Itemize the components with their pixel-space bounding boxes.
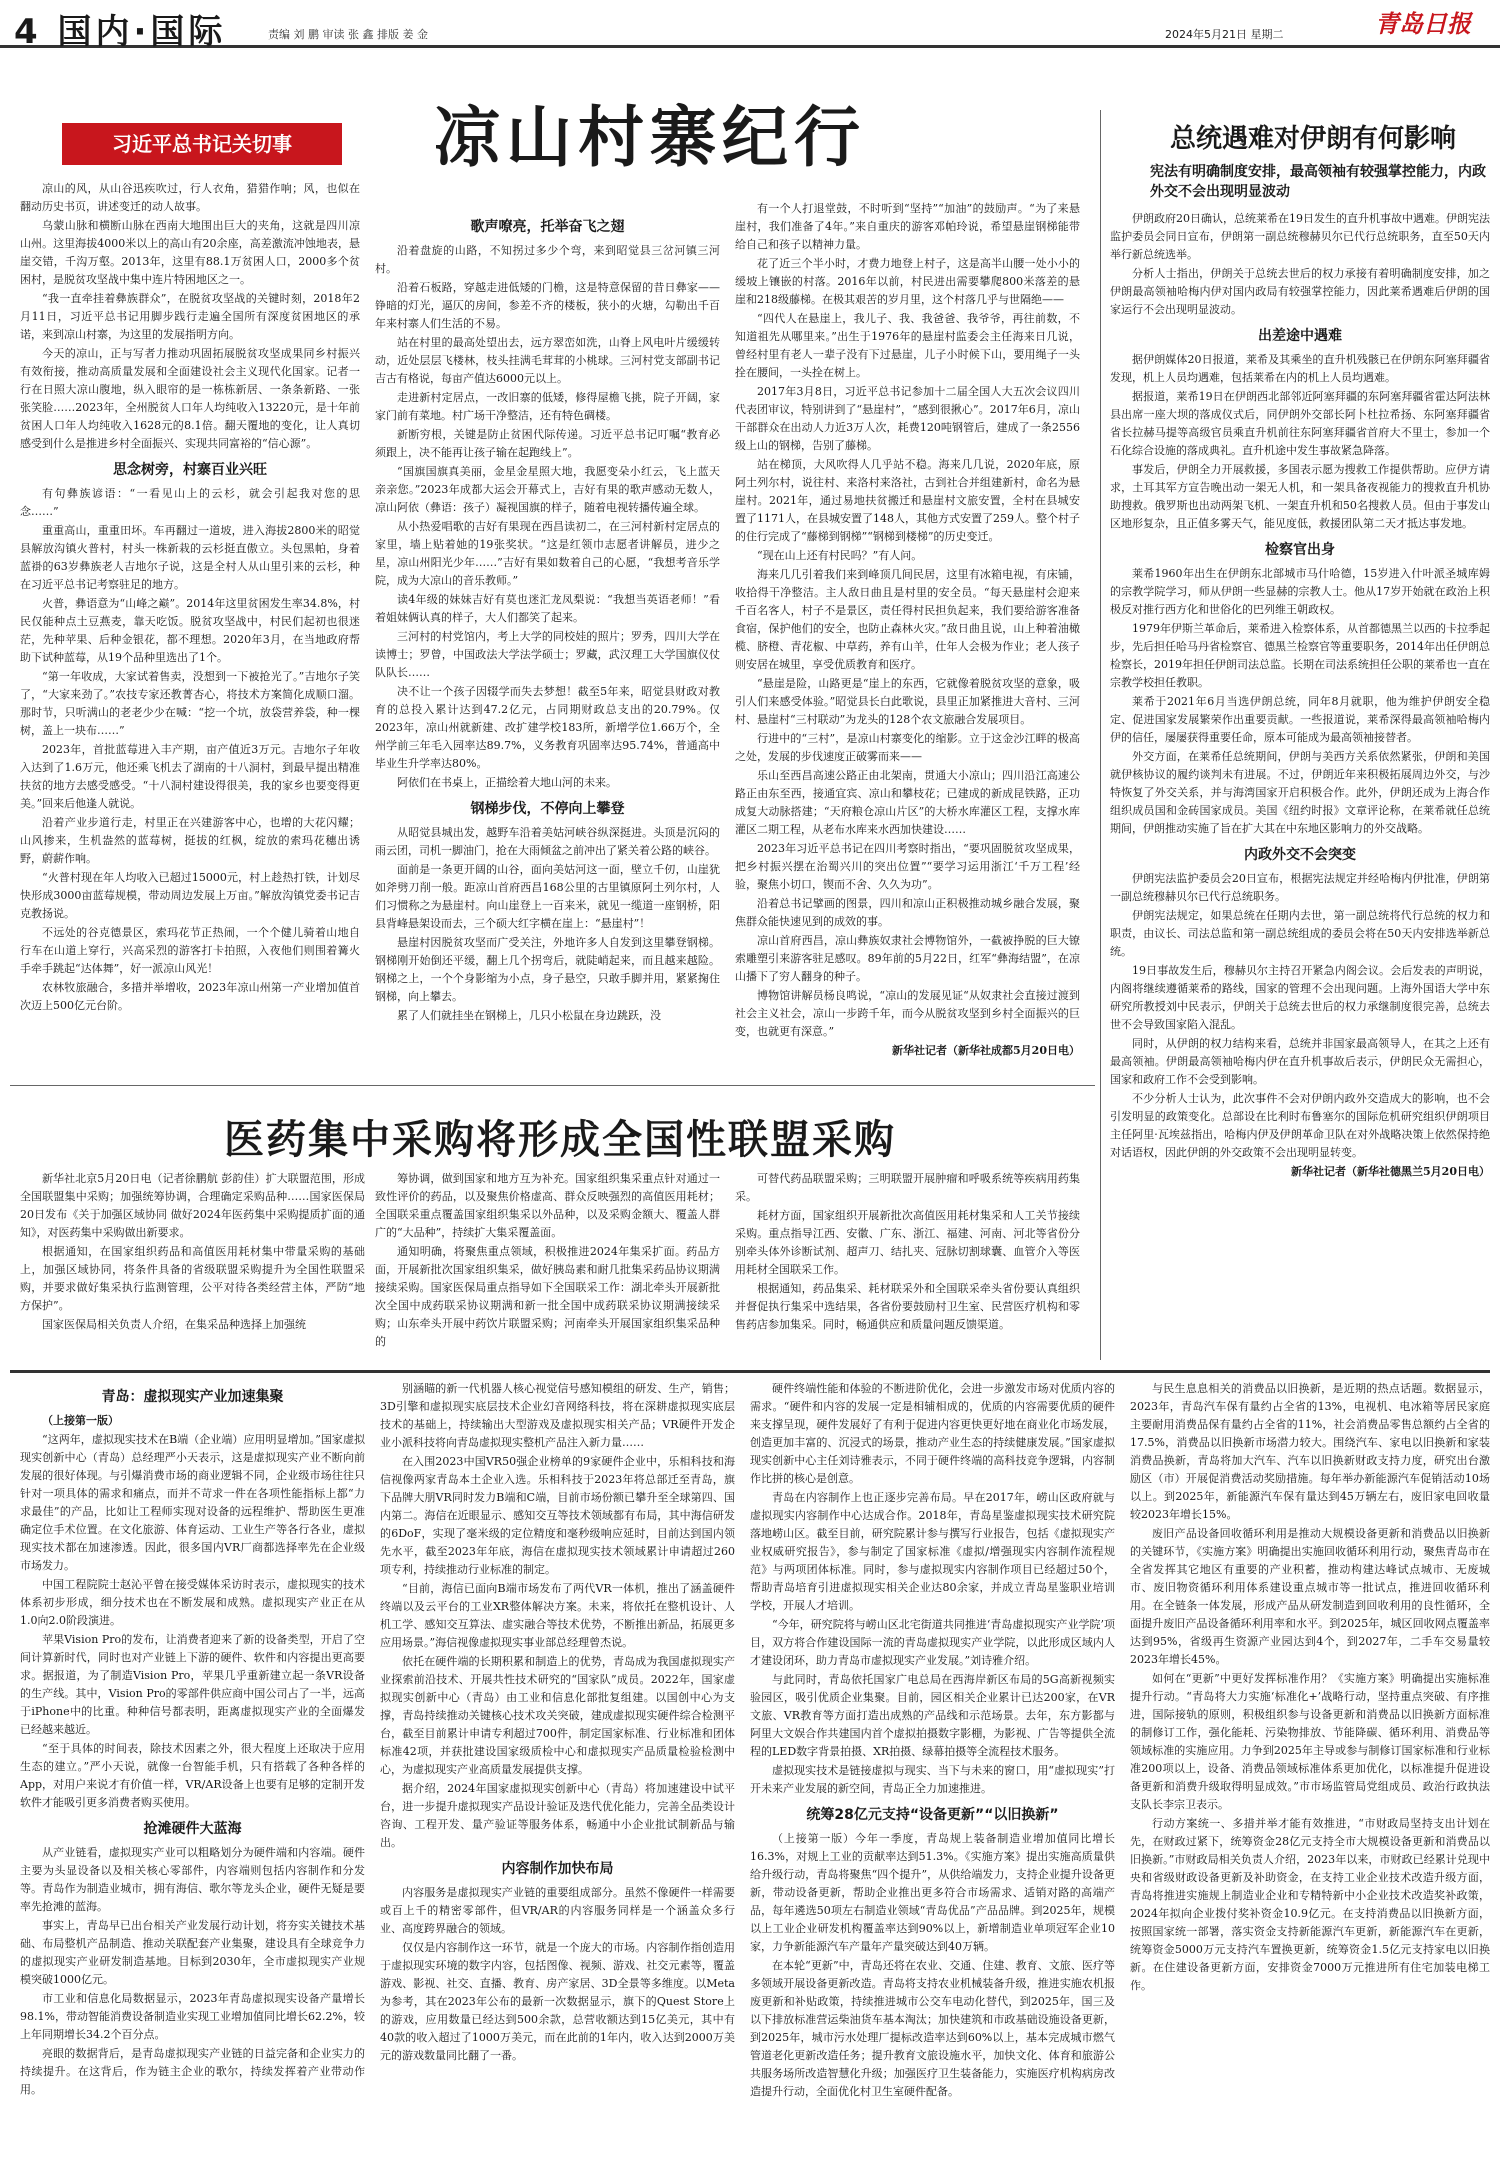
bottom-subheading-2: 内容制作加快布局 (501, 1861, 614, 1877)
paragraph: 站在梯顶，大风吹得人几乎站不稳。海来几几说，2020年底，原阿土列尔村，说往村、来洛村来洛社，古到社合并组建新村，命名为悬崖村。2021年，通过易地扶贫搬迁和悬崖村文旅安置，全村在县城安置了1171人，在县城安置了148人，其他方式安置了259人。整个村子的住行完成了“藤梯到钢梯”“钢梯到楼梯”的历史变迁。 (735, 458, 1080, 543)
paragraph: “今年，研究院将与崂山区北宅街道共同推进‘青岛虚拟现实产业学院’项目，双方将合作建设国际一流的青岛虚拟现实产业学院，以此形成区域内人才建设闭环，助力青岛市虚拟现实产业发展。”刘诗雅介绍。 (750, 1618, 1115, 1667)
paragraph: 重重高山，重重田坏。车再翻过一道坡，进入海拔2800米的昭觉县解放沟镇火普村，村头一株新栽的云杉挺直傲立。头包黑帕，身着蓝褂的63岁彝族老人吉地尔子说，这是全村人从山里引来的云杉，种在习近平总书记考察驻足的地方。 (20, 524, 360, 591)
middle-column-3 (735, 1170, 1080, 1365)
right-subheading-1: 出差途中遇难 (1258, 328, 1342, 344)
paragraph: 乌蒙山脉和横断山脉在西南大地围出巨大的夹角，这就是四川凉山州。这里海拔4000米以上的高山有20余座，高差激流冲蚀地表，悬崖交错，千沟万壑。2013年，这里有88.1万贫困人口，2000多个贫困村，是脱贫攻坚战中集中连片特困地区之一。 (20, 219, 360, 286)
bottom-headline: 青岛：虚拟现实产业加速集聚 (101, 1389, 284, 1405)
paragraph: 如何在“更新”中更好发挥标准作用？《实施方案》明确提出实施标准提升行动。“青岛将大力实施‘标准化+’战略行动，坚持重点突破、有序推进，国际接轨的原则，积极组织参与设备更新和消费品以旧换新方面标准的制修订工作，强化能耗、污染物排放、节能降碳、循环利用、消费品等领域标准的实施应用。力争到2025年主导或参与制修订国家标准和行业标准200项以上，设备、消费品领域标准体系更加优化，以标准提升促进设备更新和消费升级取得明显成效。”市市场监管局党组成员、政治行政执法支队长李宗卫表示。 (1130, 1672, 1490, 1811)
paragraph: “目前，海信已面向B端市场发布了两代VR一体机，推出了涵盖硬件终端以及云平台的工业XR整体解决方案。未来，将依托在整机设计、人机工学、感知交互算法、虚实融合等技术优势，不断推出新品，拓展更多应用场景。”海信视像虚拟现实事业部总经理曾杰说。 (380, 1582, 735, 1649)
bottom-subheading-3: 统筹28亿元支持“设备更新”“以旧换新” (806, 1807, 1059, 1823)
paragraph: “我一直牵挂着彝族群众”，在脱贫攻坚战的关键时刻，2018年2月11日，习近平总书记用脚步践行走遍全国所有深度贫困地区的承诺，来到凉山村寨，为这里的发展指明方向。 (20, 292, 360, 341)
page-number-section: 4 国内·国际 (14, 12, 227, 52)
paragraph: 通知明确，将聚焦重点领域，积极推进2024年集采扩面。药品方面，开展新批次国家组织集采，做好胰岛素和耐几批集采药品协议期满接续采购。国家医保局重点指导如下全国联采工作：湖北牵头开展新批次全国中成药联采协议期满和新一批全国中成药联采协议期满接续采购；山东牵头开展中药饮片联盟采购；河南牵头开展国家组织集采品种的 (375, 1245, 720, 1348)
paragraph: 有句彝族谚语：“一看见山上的云杉，就会引起我对您的思念……” (20, 487, 360, 518)
paragraph: 沿着总书记擘画的图景，四川和凉山正积极推动城乡融合发展，聚焦群众能快速见到的成效的事。 (735, 897, 1080, 928)
paragraph: 从昭觉县城出发，越野车沿着美姑河峡谷纵深挺进。头顶是沉闷的雨云团，司机一脚油门，抢在大雨倾盆之前冲出了紧关着公路的峡谷。 (375, 826, 720, 857)
paragraph: 不少分析人士认为，此次事件不会对伊朗内政外交造成大的影响，也不会引发明显的政策变化。总部设在比利时布鲁塞尔的国际危机研究组织伊朗项目主任阿里·瓦埃兹指出，哈梅内伊及伊朗革命卫队在对外战略决策上依然保持绝对话语权，因此伊朗的外交政策不会出现明显转变。 (1110, 1092, 1490, 1159)
byline: 新华社记者（新华社成都5月20日电） (892, 1044, 1080, 1057)
paragraph: 与民生息息相关的消费品以旧换新，是近期的热点话题。数据显示，2023年，青岛汽车保有量约占全省的13%，电视机、电冰箱等居民家庭主要耐用消费品保有量约占全省的11%，社会消费品零售总额约占全省的17.5%，消费品以旧换新市场潜力较大。围绕汽车、家电以旧换新和家装消费品换新，青岛将加大汽车、汽车以旧换新财政支持力度，研究出台激励区（市）开展促消费活动奖励措施。每年举办新能源汽车促销活动10场以上。到2025年，新能源汽车保有量达到45万辆左右，废旧家电回收量较2023年增长15%。 (1130, 1382, 1490, 1521)
paragraph: 外交方面，在莱希任总统期间，伊朗与美西方关系依然紧张，伊朗和美国就伊核协议的履约谈判未有进展。不过，伊朗近年来积极拓展周边外交，与沙特恢复了外交关系，并与海湾国家开启积极合作。此外，伊朗还成为上海合作组织成员国和金砖国家成员。美国《纽约时报》文章评论称，在莱希就任总统期间，伊朗推动实施了旨在扩大其在中东地区影响力的外交战略。 (1110, 750, 1490, 835)
paragraph: 沿着石板路，穿越走进低矮的门檐，这是特意保留的昔日彝家——铮暗的灯光，逼仄的房间，参差不齐的楼板，狭小的火塘，勾勒出千百年来村寨人们生活的不易。 (375, 281, 720, 330)
paragraph: “现在山上还有村民吗？”有人问。 (757, 549, 923, 562)
paragraph: （上接第一版）今年一季度，青岛规上装备制造业增加值同比增长16.3%，对规上工业的贡献率达到51.3%。《实施方案》提出实施高质量供给升级行动，青岛将聚焦“四个提升”，从供给端发力，支持企业提升设备更新，带动设备更新，帮助企业推出更多符合市场需求、适销对路的高端产品，每年遴选50项左右制造业领域“青岛优品”产品品牌。到2025年，规模以上工业企业研发机构覆盖率达到90%以上，新增制造业单项冠军企业10家，力争新能源汽车产量年产量突破达到40万辆。 (750, 1832, 1115, 1953)
bottom-column-2 (380, 1380, 735, 2165)
paragraph: 新断穷根，关键是防止贫困代际传递。习近平总书记叮嘱“教育必须跟上，决不能再让孩子输在起跑线上”。 (375, 428, 720, 459)
paragraph: 事实上，青岛早已出台相关产业发展行动计划，将夯实关键技术基础、布局整机产品制造、推动关联配套产业集聚，建设具有全球竞争力的虚拟现实产业研发制造基地。目标到2030年，全市虚拟现实产业规模突破1000亿元。 (20, 1919, 365, 1986)
paragraph: 根据通知，在国家组织药品和高值医用耗材集中带量采购的基础上，加强区域协同，将条件具备的省级联盟采购提升为全国性联盟采购，并要求做好集采执行监测管理，公平对待各类经营主体，严防“地方保护”。 (20, 1245, 365, 1312)
lead-headline: 凉山村寨纪行 (434, 98, 866, 176)
paragraph: 伊朗宪法监护委员会20日宣布，根据宪法规定并经哈梅内伊批准，伊朗第一副总统穆赫贝尔已代行总统职务。 (1110, 872, 1490, 903)
page-header (0, 0, 1500, 52)
paragraph: 2017年3月8日，习近平总书记参加十二届全国人大五次会议四川代表团审议，特别讲到了“悬崖村”，“感到很揪心”。2017年6月，凉山干部群众在出动人力近3万人次，耗费120吨钢管后，建成了一条2556级上山的钢梯，告别了藤梯。 (735, 385, 1080, 452)
right-subheading-2: 检察官出身 (1265, 542, 1335, 558)
paragraph: 伊朗政府20日确认，总统莱希在19日发生的直升机事故中遇难。伊朗宪法监护委员会同日宣布，伊朗第一副总统穆赫贝尔已代行总统职务，直至50天内举行新总统选举。 (1110, 212, 1490, 261)
paragraph: 根据通知，药品集采、耗材联采外和全国联采牵头省份要认真组织并督促执行集采中选结果，各省份要鼓励村卫生室、民营医疗机构和零售药店参加集采。同时，畅通供应和质量问题反馈渠道。 (735, 1282, 1080, 1331)
paragraph: 有一个人打退堂鼓，不时听到“坚持”“加油”的鼓励声。“为了来悬崖村，我们准备了4年。”来自重庆的游客邓帕玲说，希望悬崖钢梯能带给自己和孩子以精神力量。 (735, 202, 1080, 251)
paragraph: 不远处的谷克德景区，索玛花节正热闹，一个个健儿骑着山地自行车在山道上穿行，兴高采烈的游客打卡拍照，入夜他们则围着篝火手牵手跳起“达体舞”，好一派凉山风光！ (20, 926, 360, 975)
paragraph: “第一年收成，大家试着售卖，没想到一下被抢光了。”吉地尔子笑了，“大家来劲了。”农技专家还教菁杏心，将技术方案简化成顺口溜。那时节，只听满山的老老少少在喊：“挖一个坑，放袋营养袋，种一棵树，盖上一块布……” (20, 670, 360, 737)
lead-column-1 (20, 180, 360, 1075)
paragraph: 花了近三个半小时，才费力地登上村子，这是高半山腰一处小小的缓坡上镶嵌的村落。2016年以前，村民进出需要攀爬800米落差的悬崖和218级藤梯。在极其艰苦的岁月里，这个村落几乎与世隔绝—— (735, 257, 1080, 306)
paragraph: 农林牧旅融合，多措并举增收，2023年凉山州第一产业增加值首次迈上500亿元台阶。 (20, 981, 360, 1012)
paragraph: 走进新村定居点，一改旧寨的低矮，修得屋檐飞挑，院子开阔，家家门前有菜地。村广场干净整洁，还有特色碉楼。 (375, 391, 720, 422)
paragraph: 站在村里的最高处望出去，远方翠峦如洗，山脊上风电叶片缓缓转动，近处层层飞楼林，枝头挂满毛茸茸的小桃球。三河村党支部副书记吉古有格说，每亩产值达6000元以上。 (375, 336, 720, 385)
paragraph: “至于具体的时间表，除技术因素之外，很大程度上还取决于应用生态的建立。”严小天说，就像一台智能手机，只有搭载了各种各样的App，对用户来说才有价值一样，VR/AR设备上也要有足够的定制开发软件才能吸引更多消费者购买使用。 (20, 1742, 365, 1809)
paragraph: 依托在硬件端的长期积累和制造上的优势，青岛成为我国虚拟现实产业探索前沿技术、开展共性技术研究的“国家队”成员。2022年，国家虚拟现实创新中心（青岛）由工业和信息化部批复组建。以国创中心为支撑，青岛持续推动关键核心技术攻关突破，建成虚拟现实硬件综合检测平台，截至目前累计申请专利超过700件，制定国家标准、行业标准和团体标准42项，并获批建设国家级质检中心和虚拟现实产品质量检验检测中心，为虚拟现实产业高质量发展提供支撑。 (380, 1655, 735, 1776)
bottom-subheading-1: 抢滩硬件大蓝海 (143, 1821, 242, 1837)
paragraph: 沿着盘旋的山路，不知拐过多少个弯，来到昭觉县三岔河镇三河村。 (375, 244, 720, 275)
column-tag: 习近平总书记关切事 (62, 123, 342, 165)
section-divider (10, 1085, 1095, 1086)
paragraph: 废旧产品设备回收循环利用是推动大规模设备更新和消费品以旧换新的关键环节，《实施方案》明确提出实施回收循环利用行动，聚焦青岛市在全省发挥其它地区有重要的产业积蓄，推动构建达峰试点城市、无废城市、废旧物资循环利用体系建设重点城市等一批试点，推进回收循环利用。在全链条一体发展，形成产品从研发制造到回收利用的良性循环，全面提升废旧产品设备循环利用率和水平。到2025年，城区回收网点覆盖率达到95%，省级再生资源产业园达到4个，到2027年，二手车交易量较2023年增长45%。 (1130, 1527, 1490, 1666)
paragraph: 行进中的“三村”，是凉山村寨变化的缩影。立于这金沙江畔的极高之处，发展的步伐速度正破雾而来—— (735, 732, 1080, 763)
column-divider (1100, 110, 1101, 1360)
paragraph: “四代人在悬崖上，我儿子、我、我爸爸、我爷爷，再往前数，不知道祖先从哪里来。”出生于1976年的悬崖村监委会主任海来日几说，曾经村里有老人一辈子没有下过悬崖，儿子小时候下山，要用绳子一头拴在腰间，一头拴在树上。 (735, 312, 1080, 379)
paragraph: 虚拟现实技术是链接虚拟与现实、当下与未来的窗口，用“虚拟现实”打开未来产业发展的新空间，青岛正全力加速推进。 (750, 1764, 1115, 1795)
lead-subheading-1: 思念树旁，村寨百业兴旺 (113, 462, 267, 478)
paragraph: 莱希于2021年6月当选伊朗总统，同年8月就职，他为维护伊朗安全稳定、促进国家发展繁荣作出重要贡献。一些报道说，莱希深得最高领袖哈梅内伊的信任，屡屡获得重要任命，原本可能成为最高领袖接替者。 (1110, 695, 1490, 744)
paragraph: 2023年习近平总书记在四川考察时指出，“要巩固脱贫攻坚成果，把乡村振兴摆在治蜀兴川的突出位置”“要学习运用浙江‘千万工程’经验，聚焦小切口，锲而不舍、久久为功”。 (735, 842, 1080, 891)
lead-subheading-2: 歌声嘹亮，托举奋飞之翅 (470, 219, 625, 235)
paragraph: 在入围2023中国VR50强企业榜单的9家硬件企业中，乐相科技和海信视像两家青岛本土企业入选。乐相科技于2023年将总部迁至青岛，旗下品牌大朋VR同时发力B端和C端，目前市场份额已攀升至全球第四、国内第二。海信在近眼显示、感知交互等技术领域都有布局，其中海信研发的6DoF，实现了毫米级的定位精度和毫秒级响应延时，目前达到国内领先水平，截至2023年年底，海信在虚拟现实技术领域累计申请超过260项专利，持续推动行业标准的制定。 (380, 1455, 735, 1576)
bottom-divider (10, 1370, 1490, 1373)
paragraph: 2023年，首批蓝莓进入丰产期，亩产值近3万元。吉地尔子年收入达到了1.6万元，他还乘飞机去了湖南的十八洞村，到最早提出精准扶贫的地方去感受感受。“十八洞村建设得很美，我的家乡也要变得更美。”回来后他逢人就说。 (20, 743, 360, 810)
paragraph: 亮眼的数据背后，是青岛虚拟现实产业链的日益完备和企业实力的持续提升。在这背后，作为链主企业的歌尔，持续发挥着产业带动作用。 (20, 2047, 365, 2096)
paragraph: “国旗国旗真美丽，金星金星照大地，我愿变朵小红云，飞上蓝天亲亲您。”2023年成都大运会开幕式上，吉好有果的歌声感动无数人，凉山阿依（彝语：孩子）凝视国旗的样子，随着电视转播传遍全球。 (375, 465, 720, 514)
right-headline: 总统遇难对伊朗有何影响 (1169, 124, 1456, 154)
paragraph: 耗材方面，国家组织开展新批次高值医用耗材集采和人工关节接续采购。重点指导江西、安徽、广东、浙江、福建、河南、河北等省份分别牵头体外诊断试剂、超声刀、结扎夹、冠脉切割球囊、血管介入等医用耗材全国联采工作。 (735, 1209, 1080, 1276)
continued-note: （上接第一版） (42, 1414, 119, 1427)
right-column (1110, 210, 1490, 1360)
paragraph: 据介绍，2024年国家虚拟现实创新中心（青岛）将加速建设中试平台，进一步提升虚拟现实产品设计验证及迭代优化能力，完善全品类设计咨询、工程开发、量产验证等服务体系，畅通中小企业批试制新品与输出。 (380, 1782, 735, 1849)
paragraph: 分析人士指出，伊朗关于总统去世后的权力承接有着明确制度安排，加之伊朗最高领袖哈梅内伊对国内政局有较强掌控能力，因此莱希遇难后伊朗的国家运行不会出现明显波动。 (1110, 267, 1490, 316)
paragraph: 与此同时，青岛依托国家广电总局在西海岸新区布局的5G高新视频实验园区，吸引优质企业集聚。目前，园区相关企业累计已达200家，在VR文旅、VR教育等方面打造出成熟的产品线和示范场景。去年，东方影都与阿里大文娱合作共建国内首个虚拟拍摄数字影棚，为影视、广告等提供全流程的LED数字背景拍摄、XR拍摄、绿幕拍摄等全流程技术服务。 (750, 1673, 1115, 1758)
paragraph: 在本轮“更新”中，青岛还将在农业、交通、住建、教育、文旅、医疗等多领域开展设备更新改造。青岛将支持农业机械装备升级，推进实施农机报废更新和补贴政策，持续推进城市公交车电动化替代，到2025年，国三及以下排放标准营运柴油货车基本淘汰；加快建筑和市政基础设施设备更新，到2025年，城市污水处理厂提标改造率达到60%以上，基本完成城市燃气管道老化更新改造任务；提升教育文旅设施水平，加快文化、体育和旅游公共服务场所改造智慧化升级；加强医疗卫生装备能力，实施医疗机构病房改造提升行动，全面优化村卫生室硬件配备。 (750, 1959, 1115, 2098)
paragraph: 19日事故发生后，穆赫贝尔主持召开紧急内阁会议。会后发表的声明说，内阁将继续遵循莱希的路线，国家的管理不会出现问题。上海外国语大学中东研究所教授刘中民表示，伊朗关于总统去世后的权力承继制度很完善，总统去世不会导致国家陷入混乱。 (1110, 964, 1490, 1031)
paragraph: 今天的凉山，正与写者力推动巩固拓展脱贫攻坚成果同乡村振兴有效衔接，推动高质量发展和全面建设社会主义现代化国家。记者一行在日照大凉山腹地，纵入眼帘的是一栋栋新居、一条条新路、一张张笑脸……2023年，全州脱贫人口年人均纯收入13220元，是十年前贫困人口年人均纯收入1628元的8.1倍。翻天覆地的变化，让人真切感受到什么是推进乡村全面振兴、实现共同富裕的“信心源”。 (20, 347, 360, 450)
middle-column-2 (375, 1170, 720, 1365)
paragraph: 凉山的风，从山谷迅疾吹过，行人衣角，猎猎作响；风，也似在翻动历史书页，讲述变迁的动人故事。 (20, 182, 360, 213)
paragraph: 可替代药品联盟采购；三明联盟开展肿瘤和呼吸系统等疾病用药集采。 (735, 1172, 1080, 1203)
paragraph: 海来几几引着我们来到峰顶几间民居，这里有冰箱电视，有床铺，收拾得干净整洁。主人敌日曲且是村里的安全员。“每天悬崖村会迎来千百名客人，村子不是景区，责任得村民担负起来，我们要给游客准备食宿，保护他们的安全，也防止森林火灾。”敌日曲且说，山上种着油橄榄、脐橙、青花椒、中草药，养有山羊，仕年人会极为作业；老人孩子则安居在城里，享受优质教育和医疗。 (735, 568, 1080, 671)
paragraph: 新华社北京5月20日电（记者徐鹏航 彭韵佳）扩大联盟范围，形成全国联盟集中采购；加强统筹协调，合理确定采购品种……国家医保局20日发布《关于加强区域协同 做好2024年医药集中采购提质扩面的通知》，对医药集中采购做出新要求。 (20, 1172, 365, 1239)
paragraph: 伊朗宪法规定，如果总统在任期内去世，第一副总统将代行总统的权力和职责，由议长、司法总监和第一副总统组成的委员会将在50天内安排选举新总统。 (1110, 909, 1490, 958)
bottom-column-3 (750, 1380, 1115, 2165)
middle-headline: 医药集中采购将形成全国性联盟采购 (224, 1116, 896, 1163)
paragraph: “火普村现在年人均收入已超过15000元，村上趁热打铁，计划尽快形成3000亩蓝莓规模，带动周边发展上万亩。”解放沟镇党委书记吉克教扬说。 (20, 871, 360, 920)
paragraph: 沿着产业步道行走，村里正在兴建游客中心，也增的大花闪耀；山风掺来，生机盎然的蓝莓树，挺拔的红枫，绽放的索玛花穗出诱野，蔚薪作响。 (20, 816, 360, 865)
paragraph: 火普，彝语意为“山峰之巅”。2014年这里贫困发生率34.8%，村民仅能种点土豆燕麦，靠天吃饭。脱贫攻坚战中，村民们起初也很迷茫，先种苹果、后种金银花，都不理想。2020年3月，在当地政府帮助下试种蓝莓，从19个品种里选出了1个。 (20, 597, 360, 664)
paragraph: 行动方案统一、多措并举才能有效推进，“市财政局坚持支出计划在先，在财政过紧下，统筹资金28亿元支持全市大规模设备更新和消费品以旧换新。”市财政局相关负责人介绍，2023年以来，市财政已经累计兑现中央和省级财政设备更新及补助资金，在支持工业企业技术改造升级方面，青岛将推进实施规上制造业企业和专精特新中小企业技术改造奖补政策，2024年拟向企业拨付奖补资金10.9亿元。在支持消费品以旧换新方面，按照国家统一部署，落实资金支持新能源汽车更新，新能源汽车在更新，统筹资金5000万元支持汽车置换更新，统筹资金1.5亿元支持家电以旧换新。在住建设备更新方面，安排资金7000万元推进所有住宅加装电梯工作。 (1130, 1817, 1490, 1992)
paragraph: 内容服务是虚拟现实产业链的重要组成部分。虽然不像硬件一样需要或百上千的精密零部件，但VR/AR的内容服务同样是一个涵盖众多行业、高度跨界融合的领域。 (380, 1886, 735, 1935)
paragraph: “这两年，虚拟现实技术在B端（企业端）应用明显增加。”国家虚拟现实创新中心（青岛）总经理严小天表示，这是虚拟现实产业不断向前发展的很好体现。与引爆消费市场的商业逻辑不同，企业级市场往往只针对一项具体的需求和痛点，而并不苛求一件在各项性能指标上都“力求最佳”的产品，比如让工程师实现对设备的远程维护、帮助医生更准确定位手术位置。在文化旅游、体育运动、工业生产等各行各业，虚拟现实技术都在加速渗透。因此，很多国内VR厂商都选择率先在企业级市场发力。 (20, 1433, 365, 1572)
lead-column-2 (375, 210, 720, 1075)
lead-column-3 (735, 200, 1080, 1075)
paragraph: 莱希1960年出生在伊朗东北部城市马什哈德，15岁进入什叶派圣城库姆的宗教学院学习，师从伊朗一些显赫的宗教人士。他从17岁开始就在政治上积极反对推行西方化和世俗化的巴列维王朝政权。 (1110, 567, 1490, 616)
paragraph: 读4年级的妹妹吉好有莫也迷汇龙凤梨说：“我想当英语老师！”看着姐妹俩认真的样子，大人们都笑了起来。 (375, 593, 720, 624)
middle-column-1 (20, 1170, 365, 1365)
paragraph: 青岛在内容制作上也正逐步完善布局。早在2017年，崂山区政府就与虚拟现实内容制作中心达成合作。2018年，青岛星鉴虚拟现实技术研究院落地崂山区。截至目前，研究院累计参与撰写行业报告，包括《虚拟现实产业权威研究报告》，参与制定了国家标准《虚拟/增强现实内容制作流程规范》与两项团体标准。同时，参与虚拟现实内容制作项目已经超过50个，帮助青岛培育引进虚拟现实相关企业达80余家，并成立青岛星鉴职业培训学校，开展人才培训。 (750, 1491, 1115, 1612)
paragraph: 从产业链看，虚拟现实产业可以粗略划分为硬件端和内容端。硬件主要为头显设备以及相关核心零部件，内容端则包括内容制作和分发等。青岛作为制造业城市，拥有海信、歌尔等龙头企业，硬件无疑是要率先抢滩的蓝海。 (20, 1846, 365, 1913)
paragraph: 三河村的村党馆内，考上大学的同校娃的照片；罗秀，四川大学在读博士；罗曾，中国政法大学法学硕士；罗藏，武汉理工大学国旗仪仗队队长…… (375, 630, 720, 679)
paragraph: 据伊朗媒体20日报道，莱希及其乘坐的直升机残骸已在伊朗东阿塞拜疆省发现，机上人员均遇难，包括莱希在内的机上人员均遇难。 (1110, 353, 1490, 384)
paragraph: 国家医保局相关负责人介绍，在集采品种选择上加强统 (42, 1318, 306, 1331)
paragraph: 阿依们在书桌上，正描绘着大地山河的未来。 (397, 776, 617, 789)
paragraph: 同时，从伊朗的权力结构来看，总统并非国家最高领导人，在其之上还有最高领袖。伊朗最高领袖哈梅内伊在直升机事故后表示，伊朗民众无需担心，国家和政府工作不会受到影响。 (1110, 1037, 1490, 1086)
bottom-column-4 (1130, 1380, 1490, 2165)
paragraph: 中国工程院院士赵沁平曾在接受媒体采访时表示，虚拟现实的技术体系初步形成，细分技术也在不断发展和成熟。虚拟现实产业正在从1.0向2.0阶段演进。 (20, 1578, 365, 1627)
paragraph: 从小热爱唱歌的吉好有果现在西昌读初二，在三河村新村定居点的家里，墙上贴着她的19张奖状。“这是红领巾志愿者讲解员，进少之星，凉山州阳光少年……”吉好有果如数着自己的心愿，“我想考音乐学院，成为大凉山的音乐教师。” (375, 520, 720, 587)
paragraph: 面前是一条更开阔的山谷，面向美姑河这一面，壁立千仞，山崖犹如斧劈刀削一般。距凉山首府西昌168公里的古里镇原阿土列尔村，人们习惯称之为悬崖村。向山崖登上一百来米，就见一缆道一座钢桥，阳县背峰悬架设而去，三个硕大红字横在崖上：“悬崖村”！ (375, 863, 720, 930)
paragraph: 累了人们就挂坐在钢梯上，几只小松鼠在身边跳跃，没 (397, 1009, 661, 1022)
lead-subheading-3: 钢梯步伐，不停向上攀登 (470, 801, 625, 817)
paragraph: 乐山至西昌高速公路正由北架南，贯通大小凉山；四川沿江高速公路正由东至西，接通宜宾、凉山和攀枝花；已建成的新成昆铁路，正功成复大动脉搭建；“天府粮仓凉山片区”的大桥水库灌区工程，支撑水库灌区二期工程，从老布水库来水西加快建设…… (735, 769, 1080, 836)
bottom-column-1 (20, 1380, 365, 2165)
paragraph: 凉山首府西昌，凉山彝族奴隶社会博物馆外，一截被挣脱的巨大镣索雕塑引来游客驻足感叹。89年前的5月22日，红军“彝海结盟”，在凉山播下了穷人翻身的种子。 (735, 934, 1080, 983)
paragraph: 仅仅是内容制作这一环节，就是一个庞大的市场。内容制作指创造用于虚拟现实环境的数字内容，包括图像、视频、游戏、社交元素等，覆盖游戏、影视、社交、直播、教育、房产家居、3D全景等多维度。以Meta为参考，其在2023年公布的最新一次数据显示，旗下的Quest Store上的游戏，应用数量已经达到500余款，总营收额达到15亿美元，其中有40款的收入超过了1000万美元，而在此前的1年内，收入达到2000万美元的游戏数量同比翻了一番。 (380, 1941, 735, 2062)
paragraph: 决不让一个孩子因辍学而失去梦想！截至5年来，昭觉县财政对教育的总投入累计达到47.2亿元，占同期财政总支出的20.79%。仅2023年，凉山州就新建、改扩建学校183所，新增学位1.66万个，全州学前三年毛入园率达89.7%，义务教育巩固率达95.74%，普通高中毕业生升学率达80%。 (375, 685, 720, 770)
paragraph: 筹协调，做到国家和地方互为补充。国家组织集采重点针对通过一致性评价的药品，以及聚焦价格虚高、群众反映强烈的高值医用耗材；全国联采重点覆盖国家组织集采以外品种，以及采购金额大、覆盖人群广的“大品种”，持续扩大集采覆盖面。 (375, 1172, 720, 1239)
newspaper-logo: 青岛日报 (1375, 9, 1471, 38)
right-subheading-3: 内政外交不会突变 (1244, 847, 1356, 863)
paragraph: 市工业和信息化局数据显示，2023年青岛虚拟现实设备产量增长98.1%，带动智能消费设备制造业实现工业增加值同比增长62.2%，较上年同期增长34.2个百分点。 (20, 1992, 365, 2041)
paragraph: 1979年伊斯兰革命后，莱希进入检察体系，从首都德黑兰以西的卡拉季起步，先后担任哈马丹省检察官、德黑兰检察官等重要职务，2014年出任伊朗总检察长，2019年担任伊朗司法总监。长期在司法系统担任公职的莱希也一直在宗教学校担任教职。 (1110, 622, 1490, 689)
issue-date: 2024年5月21日 星期二 (1165, 28, 1284, 41)
paragraph: 悬崖村因脱贫攻坚而广受关注，外地许多人自发到这里攀登钢梯。钢梯刚开始倒还平缓，翻上几个拐弯后，就陡峭起来，而且越来越险。钢梯之上，一个个身影缩为小点，身子悬空，只敢手脚并用，紧紧掬住钢梯，向上攀去。 (375, 936, 720, 1003)
paragraph: 事发后，伊朗全力开展救援，多国表示愿为搜救工作提供帮助。应伊方请求，土耳其军方宣告晚出动一架无人机，和一架具备夜视能力的搜救直升机协助搜救。俄罗斯也出动两架飞机、一架直升机和50名搜救人员。但由于事发山区地形复杂，且正值多雾天气，能见度低，救援团队第二天才抵达事发地。 (1110, 463, 1490, 530)
paragraph: “悬崖是险，山路更是“崖上的东西，它就像着脱贫攻坚的意象，吸引人们来感受体验。”昭觉县长白此歌说，县里正加紧推进大音村、三河村、悬崖村“三村联动”为龙头的128个农文旅融合发展项目。 (735, 677, 1080, 726)
editor-credits: 责编 刘 鹏 审读 张 鑫 排版 姜 金 (268, 28, 428, 41)
paragraph: 苹果Vision Pro的发布，让消费者迎来了新的设备类型，开启了空间计算新时代，同时也对产业链上下游的硬件、软件和内容提出更高要求。据报道，为了制造Vision Pro，苹果几乎重新建立起一条VR设备的生产线。其中，Vision Pro的零部件供应商中国公司占了一半，远高于iPhone中的比重。种种信号都表明，距离虚拟现实产业的全面爆发已经越来越近。 (20, 1633, 365, 1736)
paragraph: 别涵瞄的新一代机器人核心视觉信号感知模组的研发、生产，销售；3D引擎和虚拟现实底层技术企业幻音网络科技，将在深耕虚拟现实底层技术的基础上，持续输出大型游戏及虚拟现实相关产品；VR硬件开发企业小派科技将向青岛虚拟现实整机产品注入新力量…… (380, 1382, 735, 1449)
paragraph: 硬件终端性能和体验的不断进阶优化，会进一步激发市场对优质内容的需求。“硬件和内容的发展一定是相辅相成的，优质的内容需要优质的硬件来支撑呈现，硬件发展好了有利于促进内容更快更好地在商业化市场发展，创造更加丰富的、沉浸式的场景，推动产业生态的持续健康发展。”国家虚拟现实创新中心主任刘诗雅表示，不同于硬件终端的高科技竞争逻辑，内容制作比拼的核心是创意。 (750, 1382, 1115, 1485)
paragraph: 博物馆讲解员杨良鸣说，“凉山的发展见证“从奴隶社会直接过渡到社会主义社会，凉山一步跨千年，而今从脱贫攻坚到乡村全面振兴的巨变，也就更有深意。” (735, 989, 1080, 1038)
paragraph: 据报道，莱希19日在伊朗西北部邻近阿塞拜疆的东阿塞拜疆省霍达阿法林县出席一座大坝的落成仪式后，同伊朗外交部长阿卜杜拉希扬、东阿塞拜疆省省长拉赫马提等高级官员乘直升机前往东阿塞拜疆省首府大不里士，参加一个石化综合设施的落成典礼。直升机途中发生事故紧急降落。 (1110, 390, 1490, 457)
byline: 新华社记者（新华社德黑兰5月20日电） (1291, 1165, 1490, 1178)
right-subheadline: 宪法有明确制度安排，最高领袖有较强掌控能力，内政外交不会出现明显波动 (1150, 164, 1486, 200)
